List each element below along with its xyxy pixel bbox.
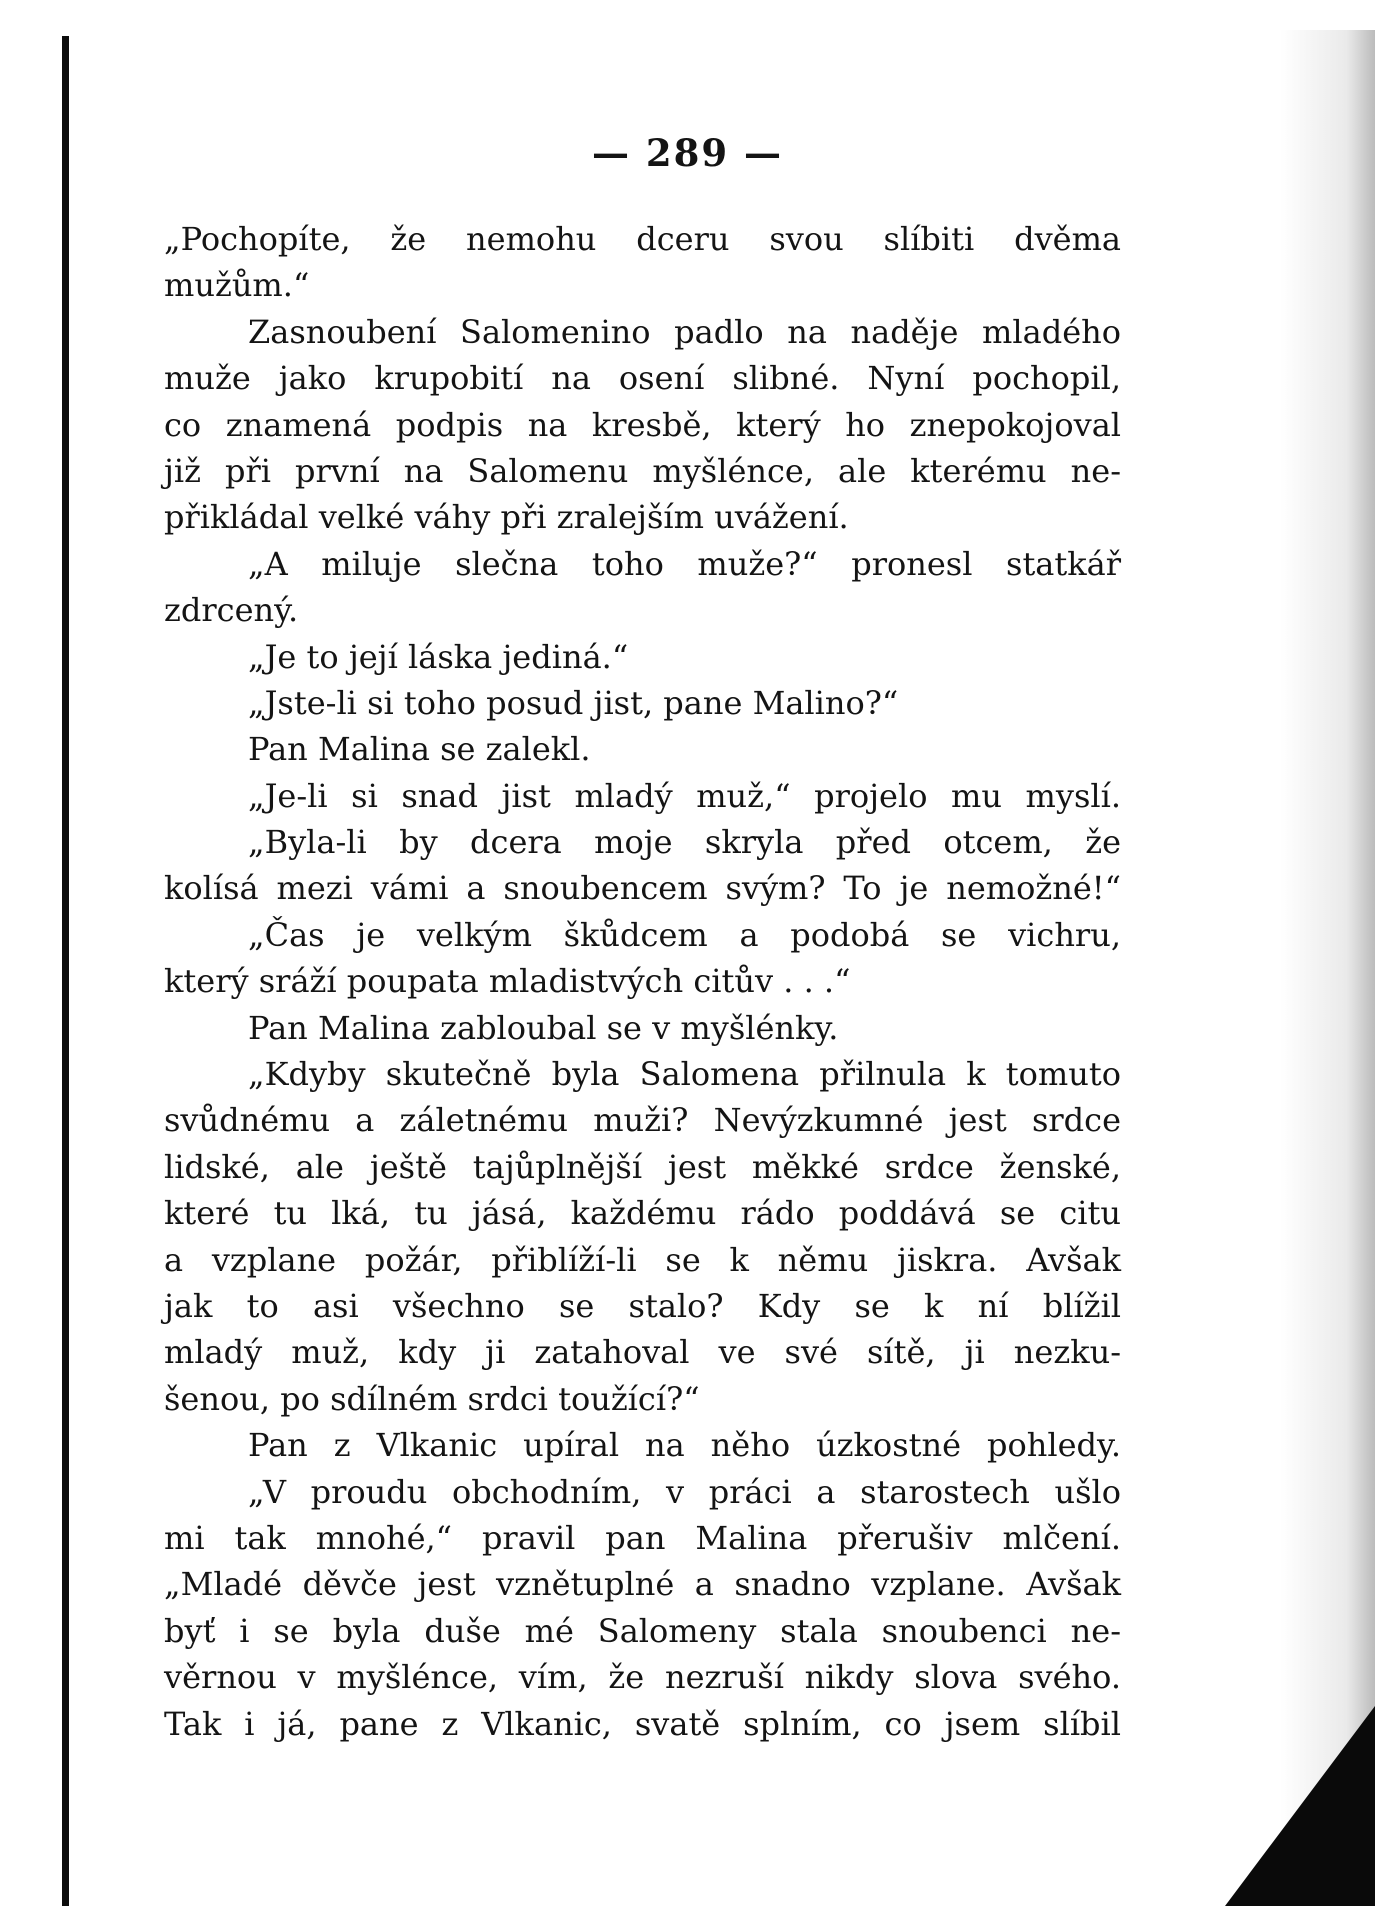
text-line: přikládal velké váhy při zralejším uvážení.	[164, 498, 849, 537]
text-line: „Byla-li by dcera moje skryla před otcem, že	[248, 823, 1121, 862]
text-line: „Je-li si snad jist mladý muž,“ projelo mu myslí.	[248, 776, 1121, 815]
text-line: „Čas je velkým škůdcem a podobá se vichru,	[248, 915, 1121, 954]
scan-margin-line	[62, 36, 69, 1906]
page-number: — 289 —	[592, 131, 783, 175]
text-line: „Kdyby skutečně byla Salomena přilnula k tomuto	[248, 1055, 1121, 1094]
body-text	[164, 216, 1121, 1747]
text-line: věrnou v myšlénce, vím, že nezruší nikdy slova svého.	[164, 1658, 1121, 1697]
text-line: Pan z Vlkanic upíral na něho úzkostné pohledy.	[248, 1426, 1121, 1465]
text-line: svůdnému a záletnému muži? Nevýzkumné jest srdce	[164, 1101, 1121, 1140]
text-line: již při první na Salomenu myšlénce, ale kterému ne-	[164, 451, 1121, 490]
text-line: šenou, po sdílném srdci toužící?“	[164, 1379, 700, 1418]
text-line: „Je to její láska jediná.“	[248, 637, 629, 676]
text-line: jak to asi všechno se stalo? Kdy se k ní blížil	[164, 1286, 1121, 1325]
text-line: „V proudu obchodním, v práci a starostech ušlo	[248, 1472, 1121, 1511]
text-line: „Pochopíte, že nemohu dceru svou slíbiti dvěma	[164, 220, 1121, 258]
text-line: Pan Malina se zalekl.	[248, 730, 591, 769]
text-line: kolísá mezi vámi a snoubencem svým? To je nemožné!“	[164, 869, 1121, 908]
text-line: mi tak mnohé,“ pravil pan Malina přerušiv mlčení.	[164, 1518, 1121, 1557]
text-line: co znamená podpis na kresbě, který ho znepokojoval	[164, 405, 1121, 444]
text-line: mladý muž, kdy ji zatahoval ve své sítě, ji nezku-	[164, 1333, 1121, 1372]
text-line: mužům.“	[164, 266, 310, 305]
text-line: „Jste-li si toho posud jist, pane Malino?“	[248, 683, 899, 722]
text-line: Tak i já, pane z Vlkanic, svatě splním, co jsem slíbil	[164, 1704, 1121, 1743]
text-line: zdrcený.	[164, 591, 299, 630]
text-line: které tu lká, tu jásá, každému rádo poddává se citu	[164, 1194, 1121, 1233]
text-line: Zasnoubení Salomenino padlo na naděje mladého	[248, 312, 1121, 351]
scan-page-corner	[1225, 1706, 1375, 1906]
text-line: „Mladé děvče jest vznětuplné a snadno vzplane. Avšak	[164, 1565, 1121, 1604]
text-line: lidské, ale ještě tajůplnější jest měkké srdce ženské,	[164, 1147, 1121, 1186]
text-line: muže jako krupobití na osení slibné. Nyní pochopil,	[164, 359, 1121, 398]
text-line: Pan Malina zabloubal se v myšlénky.	[248, 1008, 839, 1047]
text-line: byť i se byla duše mé Salomeny stala snoubenci ne-	[164, 1611, 1121, 1650]
text-line: „A miluje slečna toho muže?“ pronesl statkář	[248, 544, 1121, 583]
text-line: který sráží poupata mladistvých citův . . .“	[164, 962, 851, 1001]
text-line: a vzplane požár, přiblíží-li se k němu jiskra. Avšak	[164, 1240, 1121, 1279]
scan-edge-shadow	[1280, 30, 1375, 1906]
